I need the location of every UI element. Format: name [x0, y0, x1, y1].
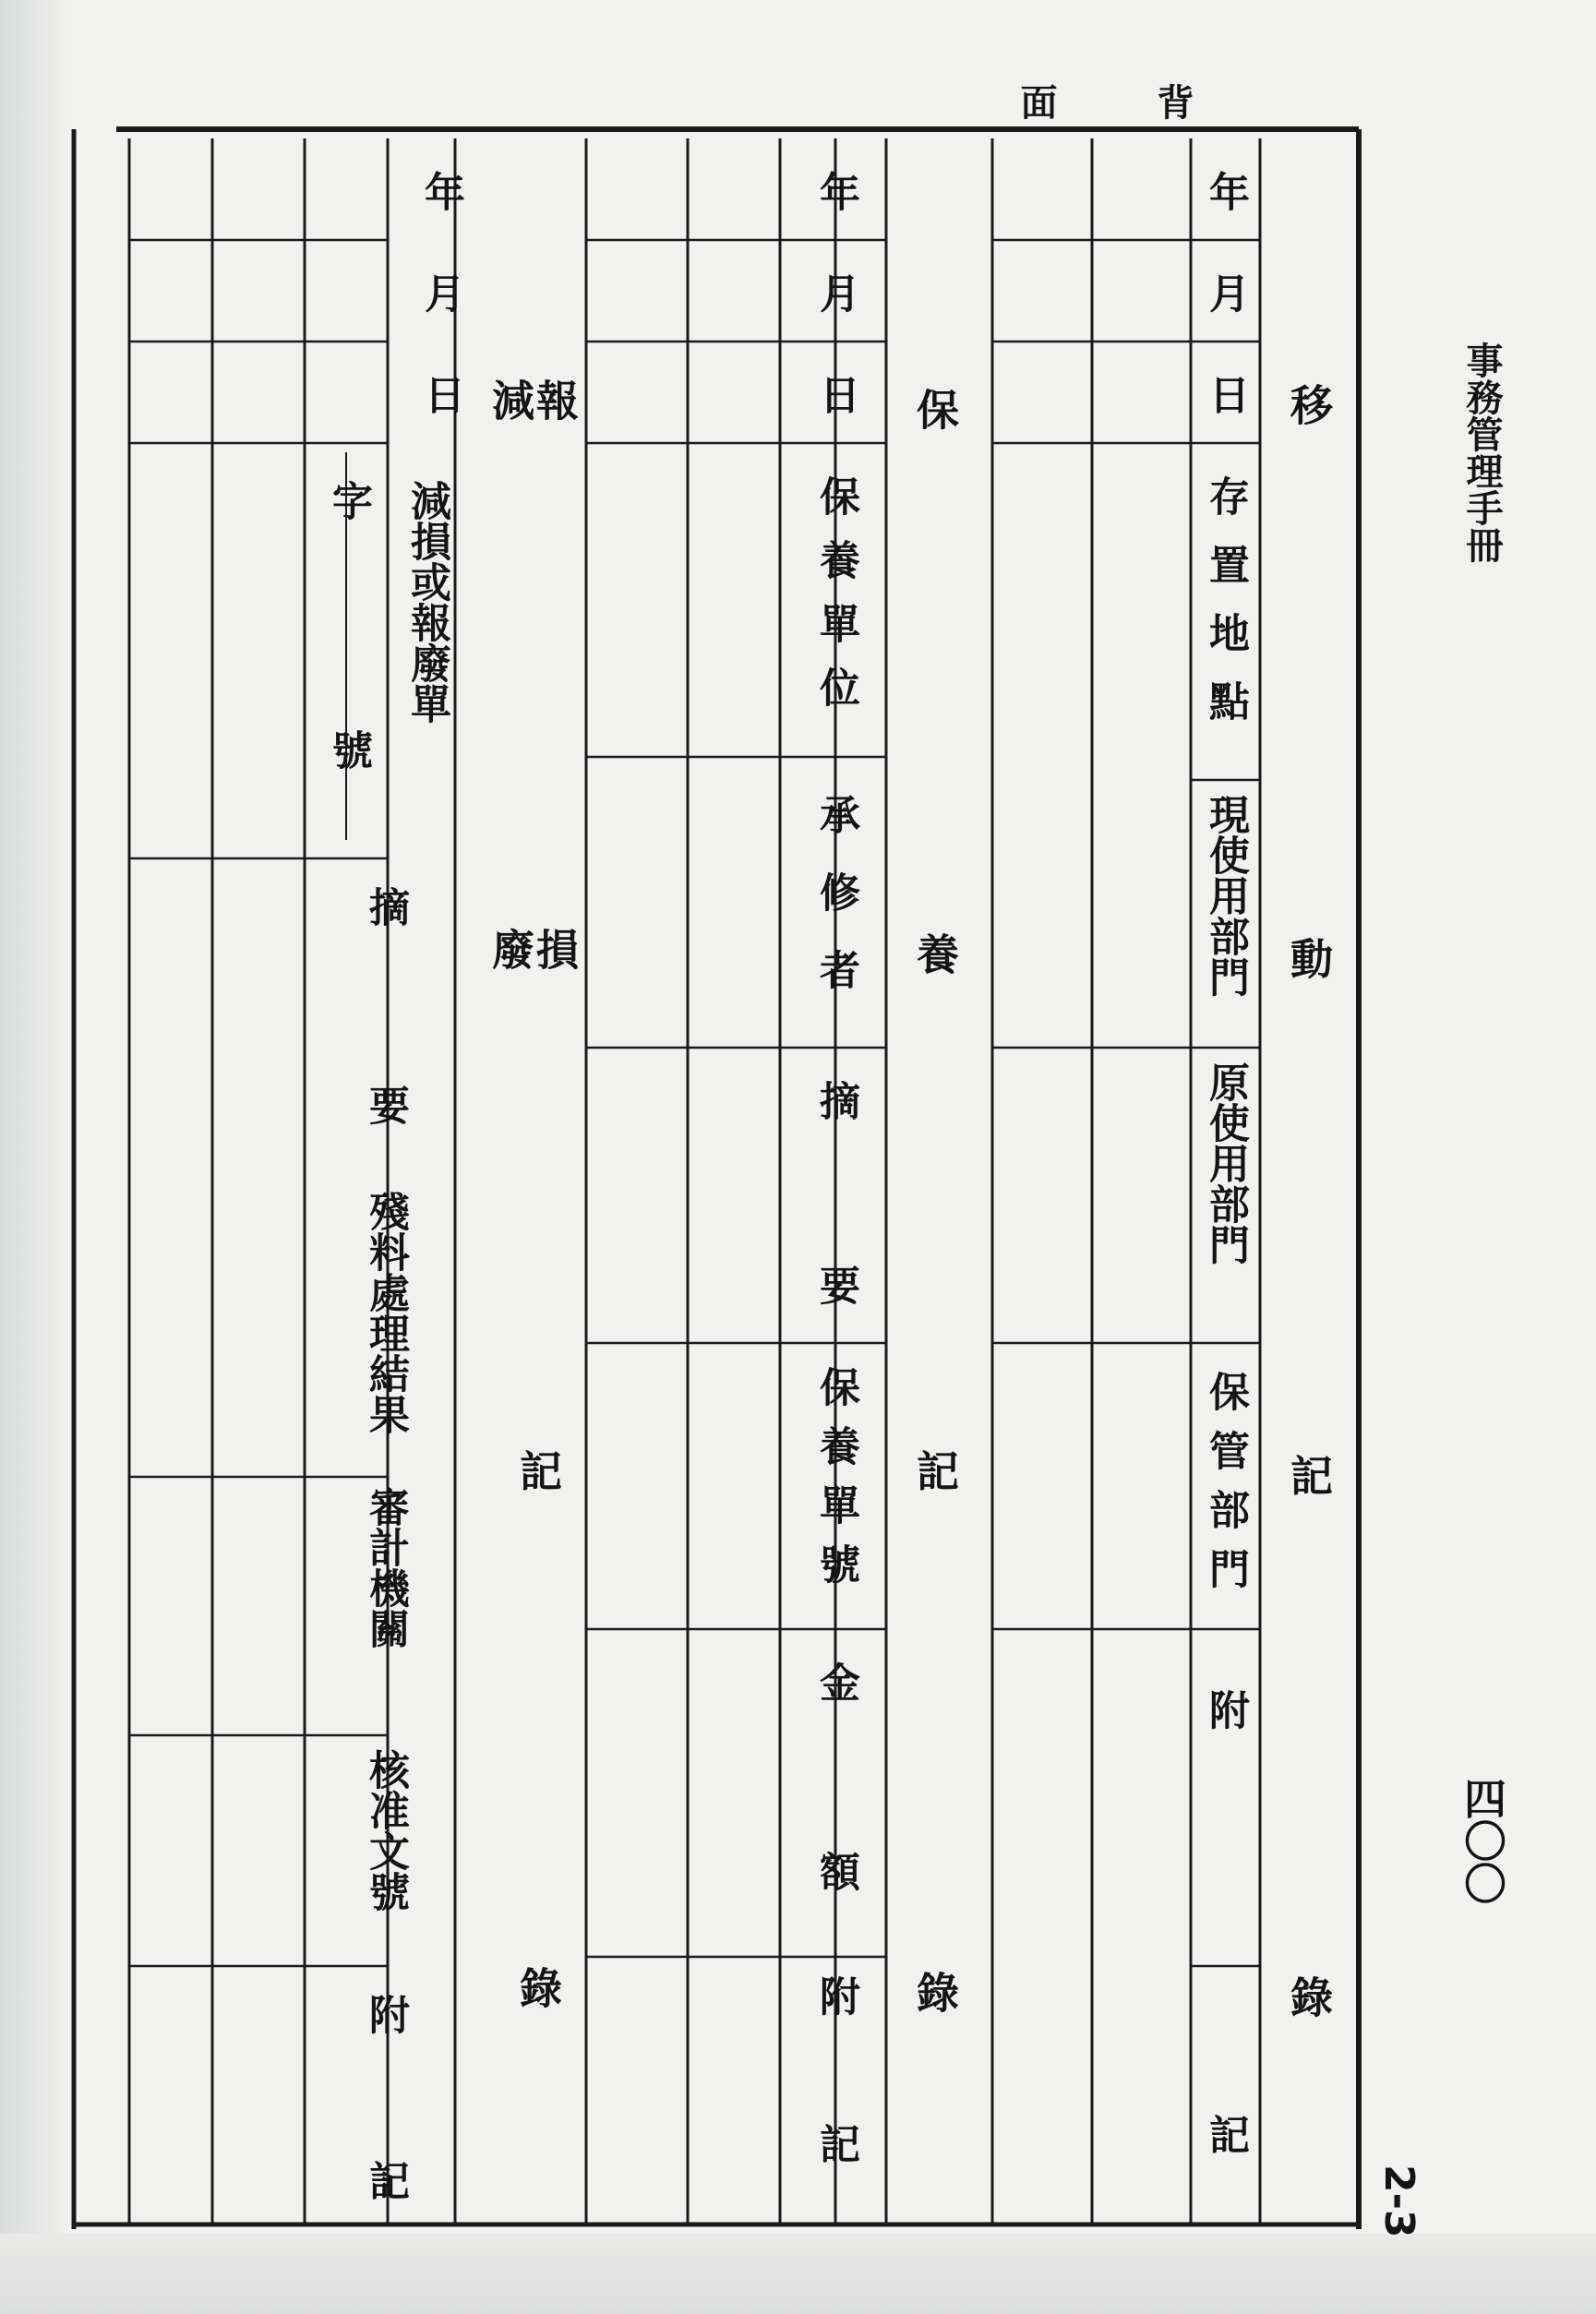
- maintenance-col-repairer: 承修者: [812, 794, 859, 1026]
- disposal-col-form-char: 字: [325, 480, 372, 521]
- disposal-title-report: 報: [530, 378, 580, 421]
- maintenance-col-day: 日: [812, 374, 859, 414]
- maintenance-title-3: 記: [910, 1449, 960, 1492]
- transfer-title-3: 記: [1284, 1454, 1334, 1496]
- disposal-title-reduce: 減: [486, 378, 535, 421]
- maintenance-col-unit: 保養單位: [812, 475, 859, 730]
- side-label-face: 面: [1014, 83, 1058, 120]
- transfer-col-day: 日: [1202, 374, 1249, 414]
- transfer-col-month: 月: [1202, 272, 1249, 313]
- maintenance-col-month: 月: [812, 272, 859, 313]
- side-label-back: 背: [1151, 83, 1194, 120]
- maintenance-col-amount-1: 金: [812, 1661, 859, 1702]
- maintenance-title-4: 錄: [910, 1971, 960, 2013]
- disposal-col-audit-agency: 審計機關: [362, 1486, 409, 1649]
- disposal-col-summary-2: 要: [362, 1085, 409, 1125]
- transfer-title-4: 錄: [1284, 1975, 1334, 2018]
- disposal-title-loss: 損: [530, 928, 580, 970]
- maintenance-col-year: 年: [812, 171, 859, 211]
- disposal-title-4: 錄: [513, 1966, 563, 2008]
- handbook-title: 事務管理手冊: [1460, 342, 1504, 563]
- disposal-col-remark-2: 記: [362, 2160, 409, 2200]
- disposal-col-year: 年: [417, 171, 464, 211]
- maintenance-title-2: 養: [910, 932, 960, 975]
- disposal-col-form-no: 號: [325, 729, 372, 770]
- maintenance-title-1: 保: [910, 388, 960, 430]
- disposal-col-month: 月: [417, 272, 464, 313]
- disposal-col-day: 日: [417, 374, 464, 414]
- maintenance-col-amount-2: 額: [812, 1851, 859, 1891]
- page-number: 四〇〇: [1458, 1777, 1507, 1904]
- maintenance-col-summary-2: 要: [812, 1265, 859, 1305]
- disposal-col-remark-1: 附: [362, 1994, 409, 2034]
- disposal-col-approval-no: 核准文號: [362, 1749, 409, 1912]
- disposal-title-3: 記: [513, 1449, 563, 1492]
- disposal-col-scrap-result: 殘料處理結果: [362, 1191, 409, 1434]
- transfer-title-2: 動: [1284, 937, 1334, 979]
- transfer-title-1: 移: [1284, 383, 1334, 426]
- maintenance-col-summary-1: 摘: [812, 1080, 859, 1121]
- transfer-col-current-dept: 現使用部門: [1202, 794, 1249, 997]
- section-code: 2-3: [1375, 2164, 1422, 2238]
- maintenance-col-order-no: 保養單號: [812, 1366, 859, 1602]
- disposal-title-scrap: 廢: [486, 928, 535, 970]
- maintenance-col-remark-1: 附: [812, 1975, 859, 2016]
- disposal-col-form: 減損或報廢單: [403, 480, 450, 724]
- disposal-col-summary-1: 摘: [362, 886, 409, 927]
- transfer-col-remark-2: 記: [1202, 2114, 1249, 2154]
- transfer-col-location: 存置地點: [1202, 475, 1249, 749]
- transfer-col-remark-1: 附: [1202, 1689, 1249, 1730]
- transfer-col-original-dept: 原使用部門: [1202, 1061, 1249, 1265]
- transfer-col-custody-dept: 保管部門: [1202, 1371, 1249, 1607]
- transfer-col-year: 年: [1202, 171, 1249, 211]
- maintenance-col-remark-2: 記: [812, 2123, 859, 2164]
